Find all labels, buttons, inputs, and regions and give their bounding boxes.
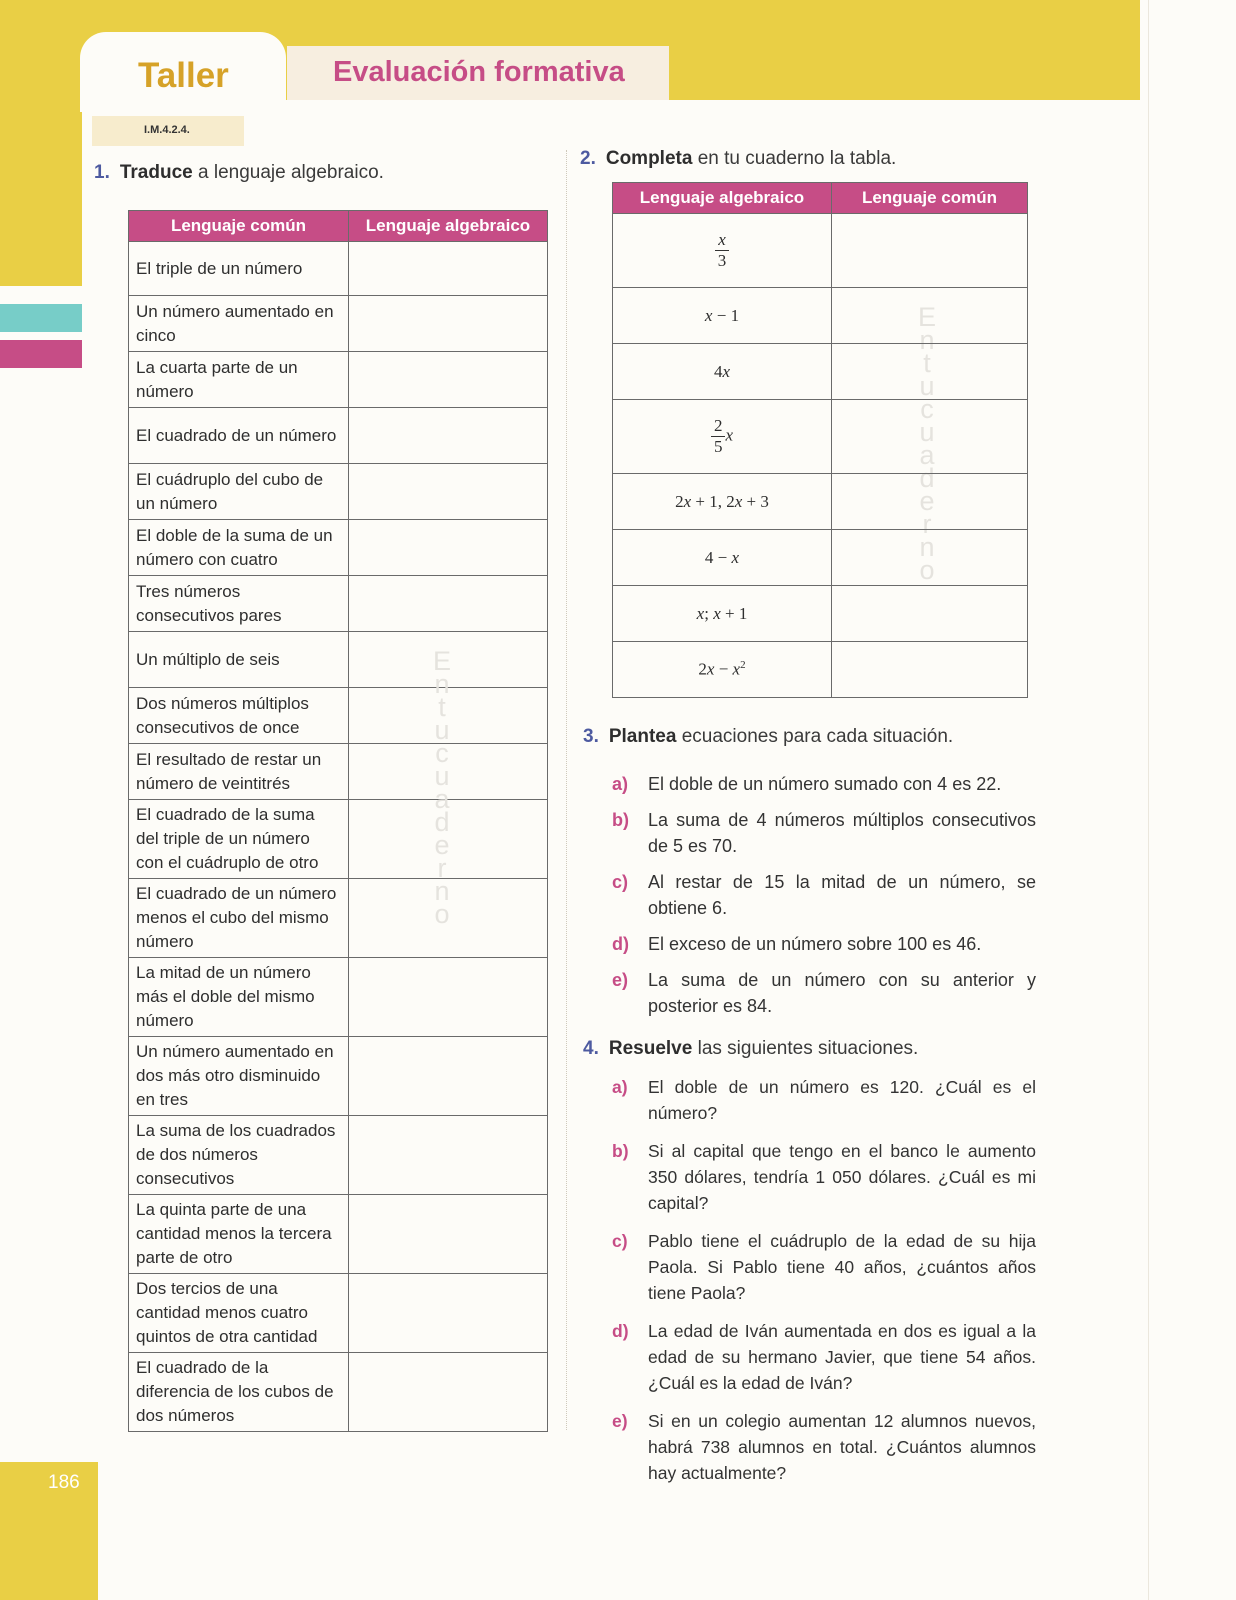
question-2-text: en tu cuaderno la tabla. [692, 148, 897, 169]
expr-2x-minus-x-squared: $2x - x^2$ [613, 642, 832, 698]
table1-cell: El resultado de restar un número de veintitrés [129, 744, 349, 800]
expr-4-minus-x: 4 − x [613, 530, 832, 586]
table1-answer-cell [349, 1037, 548, 1116]
question-1-number: 1. [94, 162, 110, 183]
question-3-items [612, 771, 1036, 1029]
taller-tab [80, 32, 286, 112]
question-4-number: 4. [583, 1038, 599, 1059]
teal-tab-strip [0, 304, 82, 332]
expr-two-fifths-x: $\frac{2}{5}$ x [613, 400, 832, 474]
watermark-en-tu-cuaderno-1: E n t u c u a d e r n o [432, 646, 451, 929]
expr-consecutive-odd: 2x + 1, 2x + 3 [613, 474, 832, 530]
question-3-text: ecuaciones para cada situación. [676, 726, 954, 747]
table1-cell: El triple de un número [129, 242, 349, 296]
table1-cell: El cuadrado de la suma del triple de un número con el cuádruplo de otro [129, 800, 349, 879]
table2-answer-cell [832, 474, 1028, 530]
page-edge-line [1148, 0, 1149, 1600]
table1-cell: Dos números múltiplos consecutivos de once [129, 688, 349, 744]
completion-table [612, 182, 1028, 698]
question-4-verb: Resuelve [608, 1038, 693, 1059]
indicator-code: I.M.4.2.4. [144, 124, 190, 136]
page-number: 186 [48, 1472, 80, 1493]
table1-answer-cell [349, 408, 548, 464]
table1-header-algebraic: Lenguaje algebraico [349, 211, 548, 242]
question-3-item: c) Al restar de 15 la mitad de un número, se obtiene 6. [612, 872, 1036, 918]
table1-cell: Un número aumentado en dos más otro disminuido en tres [129, 1037, 349, 1116]
question-1-verb: Traduce [119, 162, 193, 183]
table1-answer-cell [349, 520, 548, 576]
table1-cell: El cuadrado de un número menos el cubo del mismo número [129, 879, 349, 958]
table1-cell: El cuadrado de un número [129, 408, 349, 464]
question-3-item: d) El exceso de un número sobre 100 es 46. [612, 934, 982, 954]
table1-answer-cell [349, 1274, 548, 1353]
question-1-text: a lenguaje algebraico. [192, 162, 384, 183]
expr-x-over-3: $\frac{x}{3}$ [613, 214, 832, 288]
question-2-number: 2. [580, 148, 596, 169]
table1-answer-cell [349, 576, 548, 632]
question-2-title [580, 148, 896, 170]
question-2-verb: Completa [605, 148, 693, 169]
table2-answer-cell [832, 642, 1028, 698]
table1-answer-cell [349, 1353, 548, 1432]
question-4-item: a) El doble de un número es 120. ¿Cuál es el número? [612, 1077, 1036, 1123]
table1-cell: Dos tercios de una cantidad menos cuatro quintos de otra cantidad [129, 1274, 349, 1353]
table1-header-common: Lenguaje común [129, 211, 349, 242]
table1-cell: Un número aumentado en cinco [129, 296, 349, 352]
question-3-title [583, 726, 953, 748]
table2-answer-cell [832, 288, 1028, 344]
translation-table [128, 210, 548, 1432]
question-4-item: c) Pablo tiene el cuádruplo de la edad de su hija Paola. Si Pablo tiene 40 años, ¿cuántos años tiene Paola? [612, 1231, 1036, 1303]
expr-x-minus-1: x − 1 [613, 288, 832, 344]
table2-answer-cell [832, 214, 1028, 288]
table2-answer-cell [832, 344, 1028, 400]
table1-answer-cell [349, 464, 548, 520]
table1-answer-cell [349, 352, 548, 408]
table1-answer-cell [349, 958, 548, 1037]
question-3-number: 3. [583, 726, 599, 747]
table1-cell: La cuarta parte de un número [129, 352, 349, 408]
table1-cell: El cuadrado de la diferencia de los cubos de dos números [129, 1353, 349, 1432]
question-4-item: e) Si en un colegio aumentan 12 alumnos nuevos, habrá 738 alumnos en total. ¿Cuántos alumnos hay actualmente? [612, 1411, 1036, 1483]
table1-cell: Tres números consecutivos pares [129, 576, 349, 632]
expr-x-and-x-plus-1: x; x + 1 [613, 586, 832, 642]
expr-4x: 4x [613, 344, 832, 400]
table1-cell: La quinta parte de una cantidad menos la tercera parte de otro [129, 1195, 349, 1274]
table1-cell: La suma de los cuadrados de dos números consecutivos [129, 1116, 349, 1195]
table2-answer-cell [832, 586, 1028, 642]
table1-cell: El cuádruplo del cubo de un número [129, 464, 349, 520]
section-title: Evaluación formativa [333, 56, 625, 88]
question-3-item: a) El doble de un número sumado con 4 es 22. [612, 774, 1002, 794]
watermark-en-tu-cuaderno-2: E n t u c u a d e r n o [917, 302, 936, 585]
table1-answer-cell [349, 242, 548, 296]
question-3-item: b) La suma de 4 números múltiplos consecutivos de 5 es 70. [612, 810, 1036, 856]
table2-header-algebraic: Lenguaje algebraico [613, 183, 832, 214]
indicator-code-box [92, 116, 244, 146]
table1-cell: Un múltiplo de seis [129, 632, 349, 688]
question-1-title [94, 162, 384, 184]
table2-answer-cell [832, 400, 1028, 474]
question-3-item: e) La suma de un número con su anterior y posterior es 84. [612, 970, 1036, 1016]
magenta-tab-strip [0, 340, 82, 368]
question-4-item: d) La edad de Iván aumentada en dos es igual a la edad de su hermano Javier, que tiene 54 años. ¿Cuál es la edad de Iván? [612, 1321, 1036, 1393]
section-title-box [287, 46, 669, 100]
taller-label: Taller [138, 56, 229, 95]
table2-header-common: Lenguaje común [832, 183, 1028, 214]
question-3-verb: Plantea [608, 726, 677, 747]
table1-cell: La mitad de un número más el doble del mismo número [129, 958, 349, 1037]
question-4-title [583, 1038, 918, 1060]
left-yellow-band [0, 0, 82, 286]
table1-answer-cell [349, 1195, 548, 1274]
table1-cell: El doble de la suma de un número con cuatro [129, 520, 349, 576]
column-divider [566, 150, 567, 1430]
question-4-item: b) Si al capital que tengo en el banco le aumento 350 dólares, tendría 1 050 dólares. ¿Cuál es mi capital? [612, 1141, 1036, 1213]
question-4-items [612, 1074, 1036, 1498]
table2-answer-cell [832, 530, 1028, 586]
table1-answer-cell [349, 296, 548, 352]
table1-answer-cell [349, 1116, 548, 1195]
question-4-text: las siguientes situaciones. [692, 1038, 919, 1059]
